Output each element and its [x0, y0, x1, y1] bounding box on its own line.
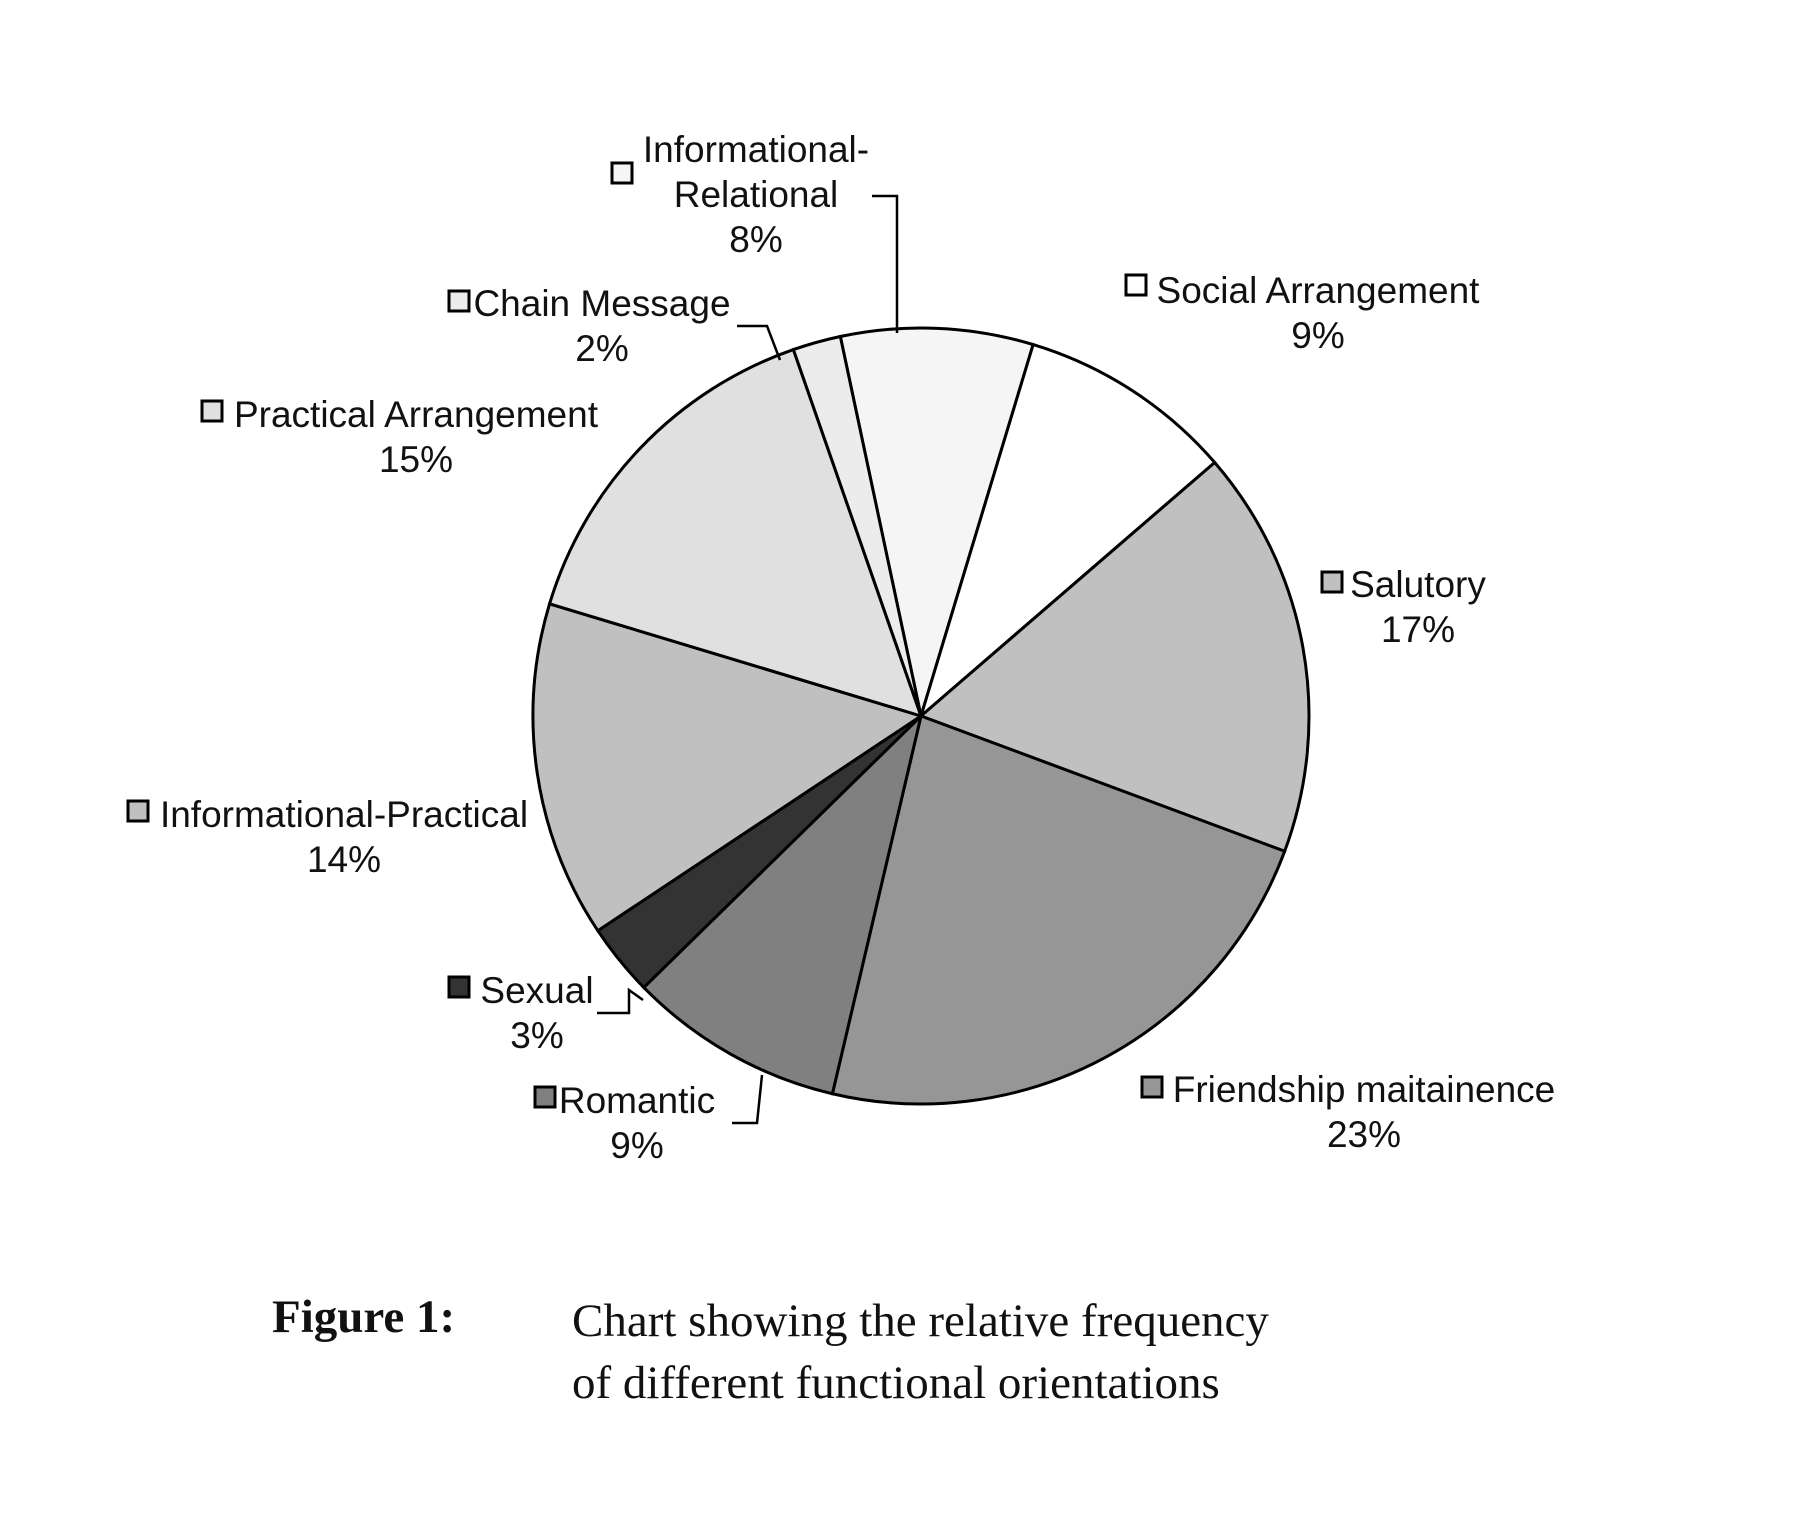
slice-percent-label: 3% [510, 1015, 564, 1056]
slice-percent-label: 9% [610, 1125, 664, 1166]
leader-line [732, 1075, 762, 1123]
caption-label: Figure 1: [272, 1291, 456, 1343]
slice-percent-label: 2% [575, 328, 629, 369]
slice-name-label: Social Arrangement [1156, 270, 1480, 311]
slice-percent-label: 17% [1380, 609, 1456, 650]
caption-line-1: Chart showing the relative frequency [572, 1295, 1269, 1347]
legend-swatch [612, 163, 632, 183]
slice-name-label: Friendship maitainence [1172, 1069, 1556, 1110]
slice-name-label: Chain Message [473, 283, 731, 324]
slice-name-label: Salutory [1350, 564, 1486, 605]
slice-name-label: Sexual [480, 970, 594, 1011]
legend-swatch [449, 977, 469, 997]
legend-swatch [1322, 572, 1342, 592]
slice-name-label: Relational [673, 174, 839, 215]
slice-percent-label: 23% [1326, 1114, 1402, 1155]
slice-percent-label: 9% [1291, 315, 1345, 356]
legend-swatch [1142, 1077, 1162, 1097]
legend-swatch [202, 401, 222, 421]
leader-line [597, 990, 643, 1013]
leader-line [737, 326, 780, 360]
pie-slices [533, 328, 1309, 1104]
caption-line-2: of different functional orientations [572, 1357, 1220, 1409]
slice-name-label: Romantic [558, 1080, 716, 1121]
slice-name-label: Practical Arrangement [233, 394, 599, 435]
legend-swatch [535, 1087, 555, 1107]
legend-swatch [128, 801, 148, 821]
slice-percent-label: 15% [378, 439, 454, 480]
legend-swatch [1126, 275, 1146, 295]
slice-percent-label: 14% [306, 839, 382, 880]
slice-percent-label: 8% [729, 219, 783, 260]
slice-name-label: Informational-Practical [159, 794, 529, 835]
leader-line [872, 196, 897, 333]
caption-text [572, 1290, 1332, 1414]
legend-swatch [449, 291, 469, 311]
slice-name-label: Informational- [642, 129, 870, 170]
